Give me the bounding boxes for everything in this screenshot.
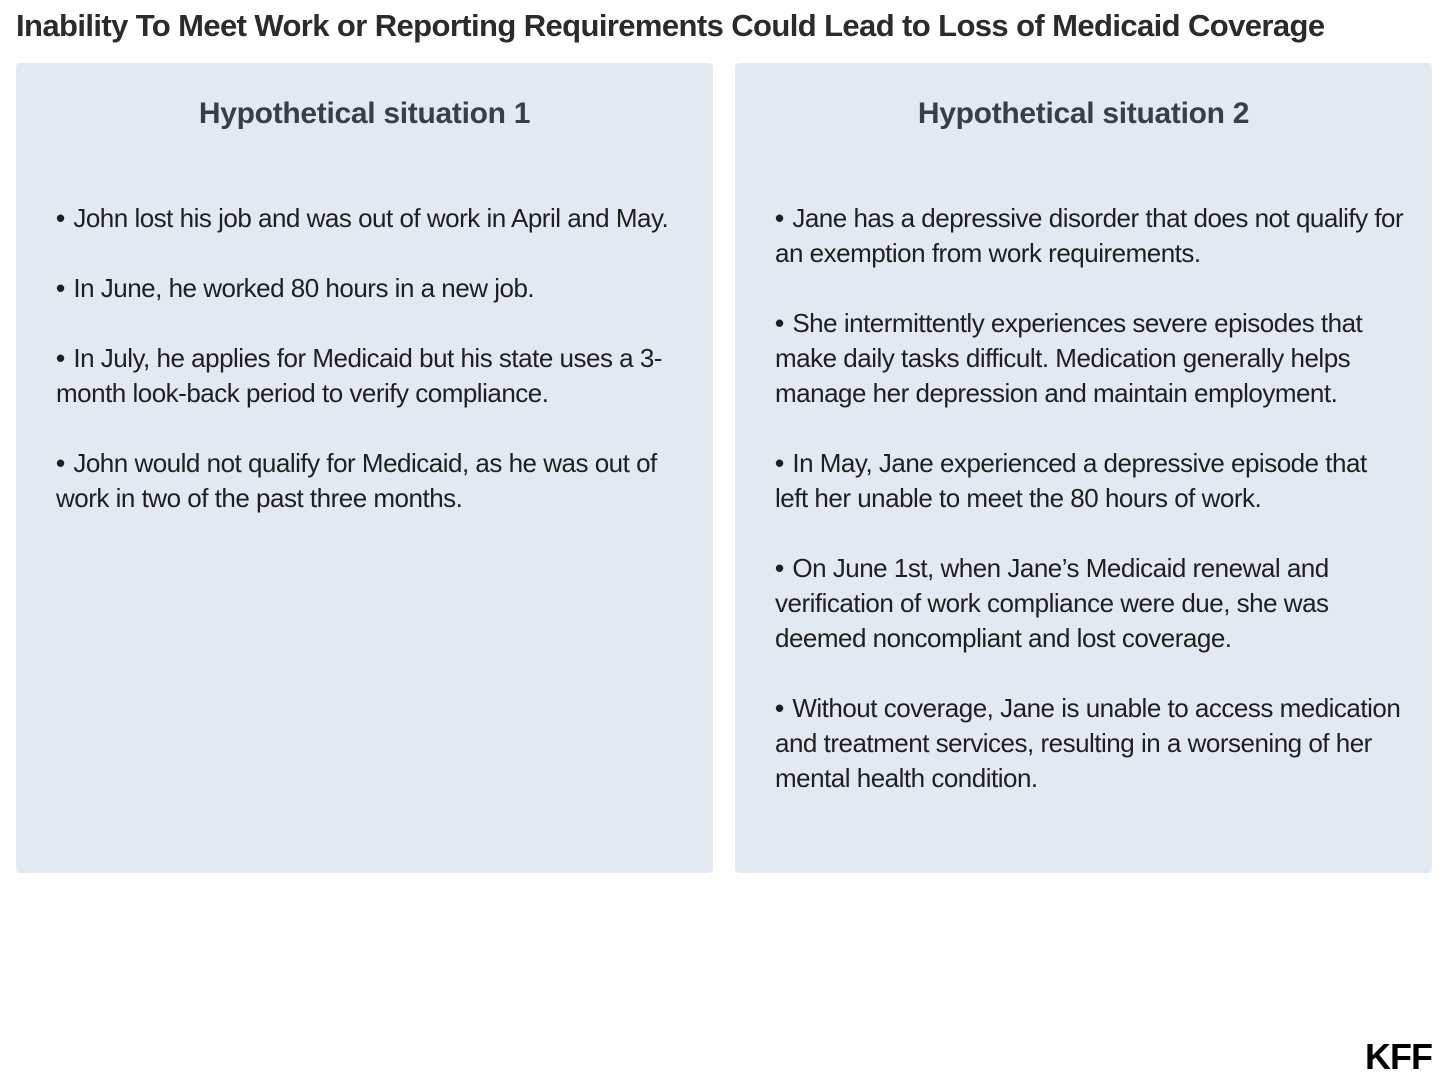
bullet-list bbox=[775, 201, 1404, 831]
bullet-icon: • bbox=[56, 343, 65, 373]
bullet-text: John would not qualify for Medicaid, as he was out of work in two of the past three months. bbox=[56, 448, 657, 513]
bullet-item bbox=[775, 201, 1404, 271]
bullet-text: John lost his job and was out of work in April and May. bbox=[73, 203, 669, 233]
panel-situation-1 bbox=[16, 63, 713, 873]
bullet-text: In May, Jane experienced a depressive episode that left her unable to meet the 80 hours of work. bbox=[775, 448, 1367, 513]
bullet-text: In July, he applies for Medicaid but his state uses a 3-month look-back period to verify compliance. bbox=[56, 343, 662, 408]
bullet-item bbox=[775, 691, 1404, 796]
panel-situation-2 bbox=[735, 63, 1432, 873]
bullet-item bbox=[775, 551, 1404, 656]
bullet-text: On June 1st, when Jane’s Medicaid renewal and verification of work compliance were due, she was deemed noncompliant and lost coverage. bbox=[775, 553, 1329, 653]
bullet-icon: • bbox=[56, 273, 65, 303]
panel-heading: Hypothetical situation 1 bbox=[198, 97, 531, 130]
bullet-text: Without coverage, Jane is unable to access medication and treatment services, resulting in a worsening of her mental health condition. bbox=[775, 693, 1401, 793]
bullet-icon: • bbox=[775, 553, 784, 583]
kff-logo: KFF bbox=[1365, 1036, 1432, 1077]
bullet-item bbox=[56, 341, 685, 411]
bullet-item bbox=[775, 446, 1404, 516]
bullet-icon: • bbox=[56, 448, 65, 478]
bullet-icon: • bbox=[775, 203, 784, 233]
bullet-item bbox=[775, 306, 1404, 411]
bullet-item bbox=[56, 201, 685, 236]
bullet-text: In June, he worked 80 hours in a new job. bbox=[73, 273, 535, 303]
bullet-list bbox=[56, 201, 685, 551]
bullet-icon: • bbox=[775, 448, 784, 478]
bullet-item bbox=[56, 446, 685, 516]
bullet-icon: • bbox=[775, 693, 784, 723]
page-title: Inability To Meet Work or Reporting Requirements Could Lead to Loss of Medicaid Coverage bbox=[16, 8, 1325, 43]
bullet-icon: • bbox=[56, 203, 65, 233]
bullet-text: Jane has a depressive disorder that does not qualify for an exemption from work requirements. bbox=[775, 203, 1404, 268]
bullet-icon: • bbox=[775, 308, 784, 338]
bullet-text: She intermittently experiences severe episodes that make daily tasks difficult. Medication generally helps manage her depression and maintain employment. bbox=[775, 308, 1363, 408]
panel-heading: Hypothetical situation 2 bbox=[917, 97, 1250, 130]
bullet-item bbox=[56, 271, 685, 306]
